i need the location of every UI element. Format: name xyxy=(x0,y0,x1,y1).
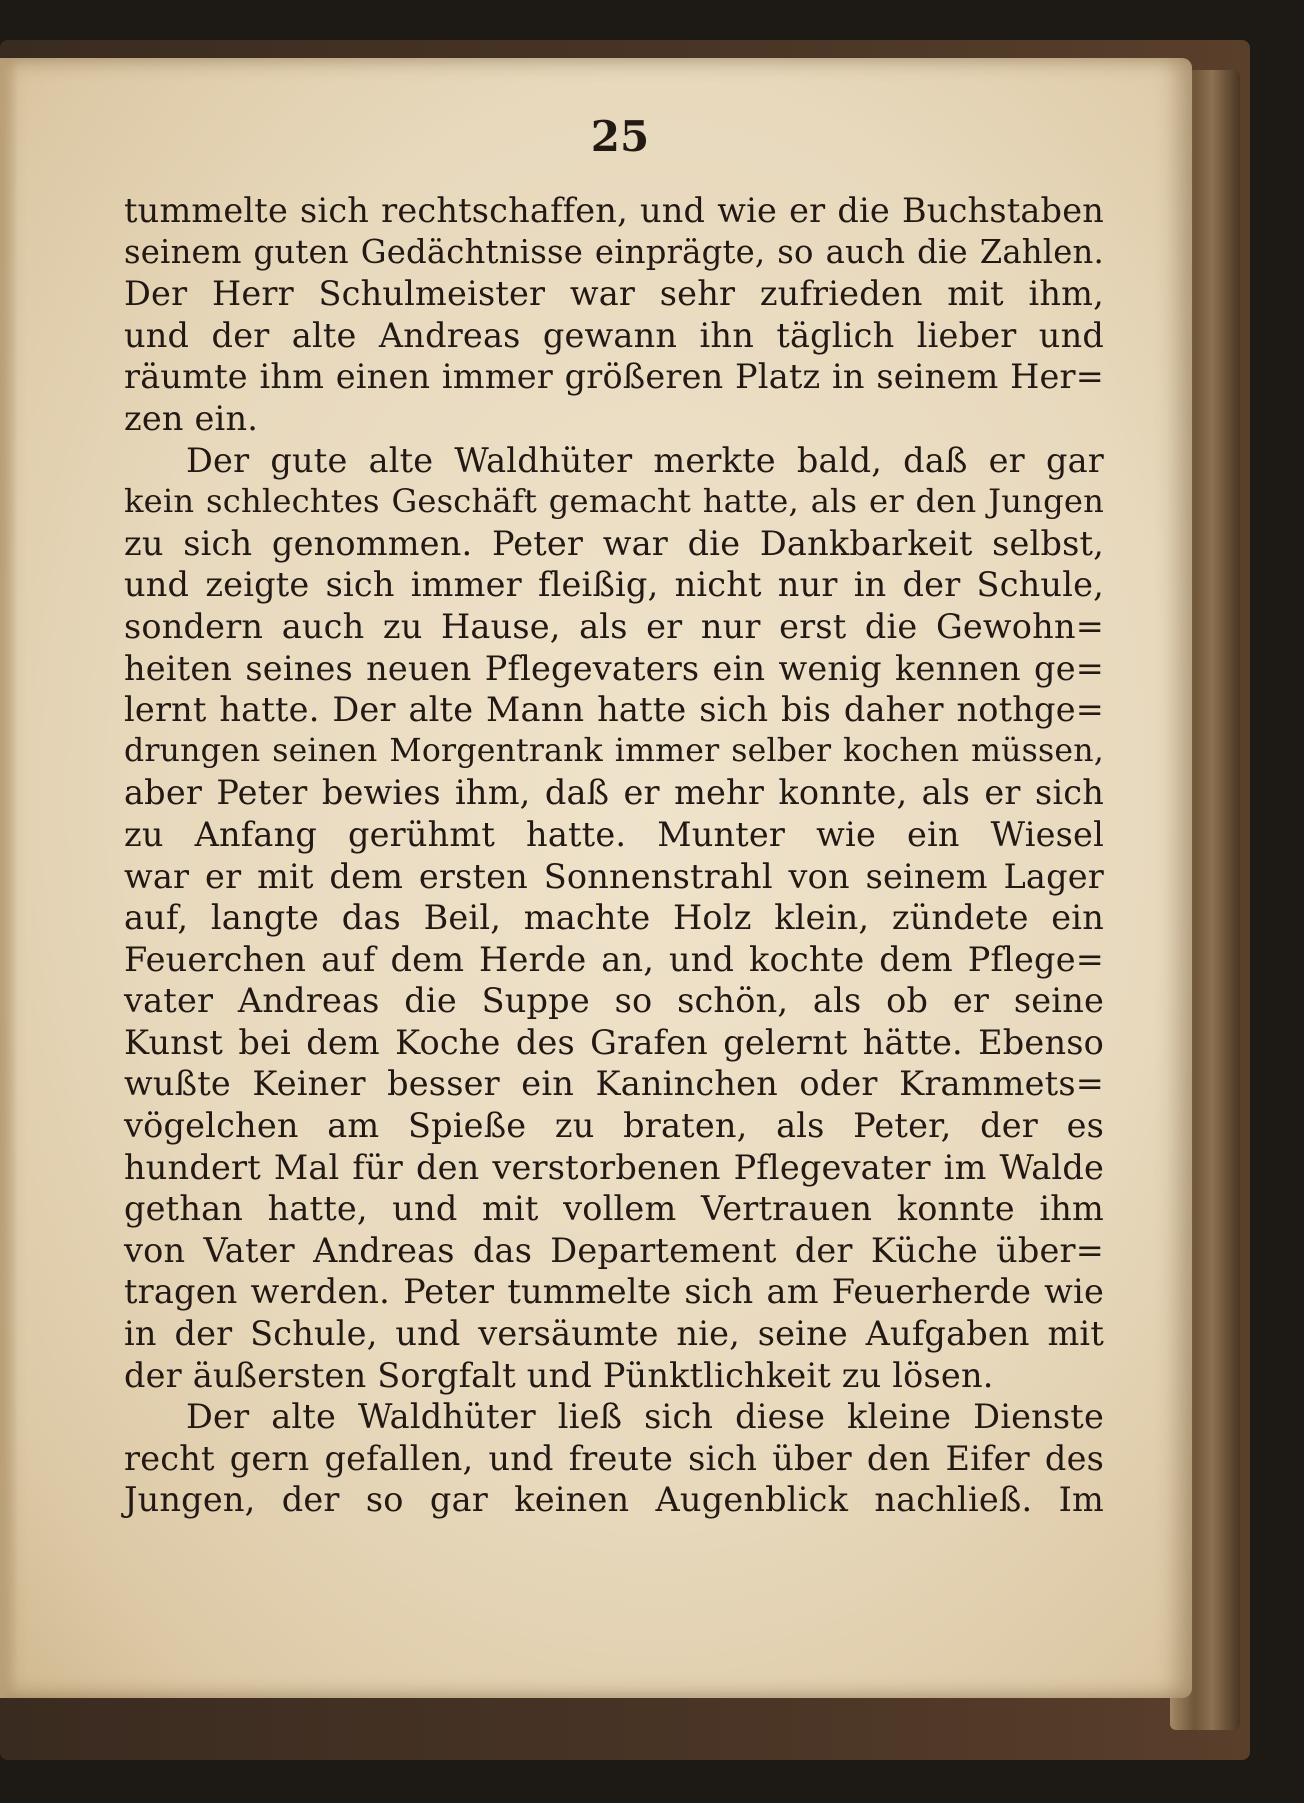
text-line: tragen werden. Peter tummelte sich am Feuerherde wie xyxy=(124,1272,1104,1312)
text-line: zu sich genommen. Peter war die Dankbarkeit selbst, xyxy=(124,523,1104,563)
text-line: vater Andreas die Suppe so schön, als ob er seine xyxy=(124,981,1104,1021)
text-line: räumte ihm einen immer größeren Platz in seinem Her= xyxy=(124,357,1104,397)
text-line: war er mit dem ersten Sonnenstrahl von seinem Lager xyxy=(124,856,1104,896)
text-line: gethan hatte, und mit vollem Vertrauen konnte ihm xyxy=(124,1189,1104,1229)
text-line: sondern auch zu Hause, als er nur erst die Gewohn= xyxy=(124,606,1104,646)
text-line: und zeigte sich immer fleißig, nicht nur in der Schule, xyxy=(124,565,1104,605)
text-line: Kunst bei dem Koche des Grafen gelernt hätte. Ebenso xyxy=(124,1022,1104,1062)
page-number: 25 xyxy=(590,112,650,161)
text-line: drungen seinen Morgentrank immer selber kochen müssen, xyxy=(124,732,1104,769)
text-line: Jungen, der so gar keinen Augenblick nachließ. Im xyxy=(124,1480,1104,1520)
text-line: recht gern gefallen, und freute sich über den Eifer des xyxy=(124,1438,1104,1478)
text-line: hundert Mal für den verstorbenen Pflegevater im Walde xyxy=(124,1147,1104,1187)
text-line: kein schlechtes Geschäft gemacht hatte, als er den Jungen xyxy=(124,482,1104,521)
text-line: heiten seines neuen Pflegevaters ein wenig kennen ge= xyxy=(124,648,1104,688)
text-line: Der Herr Schulmeister war sehr zufrieden mit ihm, xyxy=(124,274,1104,314)
text-line: auf, langte das Beil, machte Holz klein, zündete ein xyxy=(124,898,1104,938)
text-line: in der Schule, und versäumte nie, seine Aufgaben mit xyxy=(124,1314,1104,1354)
page-body-text xyxy=(124,190,1104,1521)
text-line: zu Anfang gerühmt hatte. Munter wie ein Wiesel xyxy=(124,814,1104,854)
text-line: lernt hatte. Der alte Mann hatte sich bis daher nothge= xyxy=(124,690,1104,730)
text-line: Der gute alte Waldhüter merkte bald, daß er gar xyxy=(186,440,1104,480)
text-line: wußte Keiner besser ein Kaninchen oder Krammets= xyxy=(124,1064,1104,1104)
text-line: von Vater Andreas das Departement der Küche über= xyxy=(124,1230,1104,1270)
text-line: tummelte sich rechtschaffen, und wie er die Buchstaben xyxy=(124,191,1104,230)
text-line: Feuerchen auf dem Herde an, und kochte dem Pflege= xyxy=(124,939,1104,979)
text-line: seinem guten Gedächtnisse einprägte, so auch die Zahlen. xyxy=(124,232,1104,271)
text-line: und der alte Andreas gewann ihn täglich lieber und xyxy=(124,315,1104,355)
text-line: zen ein. xyxy=(124,398,259,438)
text-line: Der alte Waldhüter ließ sich diese kleine Dienste xyxy=(186,1397,1104,1437)
text-line: aber Peter bewies ihm, daß er mehr konnte, als er sich xyxy=(124,773,1104,813)
page-gutter-shadow xyxy=(0,58,18,1698)
text-line: der äußersten Sorgfalt und Pünktlichkeit zu lösen. xyxy=(124,1355,994,1395)
text-line: vögelchen am Spieße zu braten, als Peter, der es xyxy=(124,1106,1104,1146)
